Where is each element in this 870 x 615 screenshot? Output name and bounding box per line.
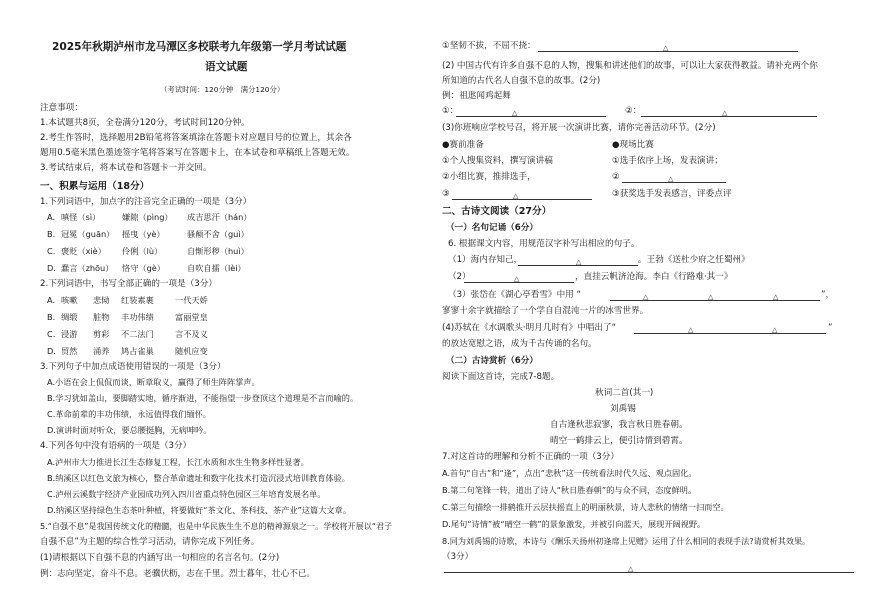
triangle-marker-icon: △ [512,109,518,117]
q3-option-b: B.学习犹如盖山，要脚踏实地，循序渐进，不能指望一步登顶这个道理是不言而喻的。 [47,393,359,403]
answer-blank[interactable] [634,333,826,334]
flow-right-heading: ●现场比赛 [612,140,654,150]
q6-4-close-quote: ” [828,323,833,333]
option-item: 嫌隙（pìng） [122,212,173,222]
subsection-1-heading: （一）名句记诵（6分） [446,223,538,233]
q4-option-c: C.泸州云溪数字经济产业园成功列入四川省重点特色园区三年培育发展名单。 [47,489,326,499]
q6-3-close-quote: ”， [821,290,835,300]
q7-option-d: D.尾句“诗情”被“晴空一鹤”的景象激发，并被引向蓝天，展现开阔视野。 [442,519,706,529]
question-6: 6. 根据课文内容，用规范汉字补写出相应的句子。 [448,239,640,249]
triangle-marker-icon: △ [513,192,519,200]
option-item: 浸游 [61,329,78,339]
option-item: 悲恸 [93,295,110,305]
q4-option-a: A.泸州市大力推进长江生态修复工程，长江水质和水生生物多样性显著。 [47,457,309,467]
q3-option-a: A.小语在会上侃侃而谈，断章取义，赢得了师生阵阵掌声。 [47,377,260,387]
r-line-4: 例：祖逖闻鸡起舞 [442,91,511,101]
option-item: 蠢言（zhōu） [61,263,114,273]
flow-right-item: ② [612,172,620,182]
option-item: 一代天娇 [175,295,208,305]
triangle-marker-icon: △ [722,109,728,117]
q7-option-c: C.第三句描绘一排鹤推开云层扶摇直上的明丽秋景，诗人悲秋的情绪一扫而空。 [442,502,729,512]
r-line-5a: ①： [442,106,459,116]
option-letter: B. [47,229,56,239]
question-1: 1.下列词语中，加点字的注音完全正确的一项是（3分） [40,197,252,207]
poem-author: 刘禹锡 [610,404,636,414]
time-note: （考试时间：120分钟 满分120分） [160,85,285,94]
option-letter: A. [47,295,56,305]
question-3: 3.下列句子中加点成语使用错误的一项是（3分） [40,362,226,372]
notice-line: 题用0.5毫米黑色墨迹签字笔将答案写在答题卡上，在本试卷和草稿纸上答题无效。 [40,148,355,158]
question-5-line-1: 5.“自强不息”是我国传统文化的精髓，也是中华民族生生不息的精神源泉之一。学校将开展以“君子 [40,521,393,531]
option-item: 剪彩 [93,329,110,339]
option-item: 红装素裹 [121,295,154,305]
answer-blank[interactable] [444,572,854,573]
answer-blank[interactable] [456,116,606,117]
option-letter: D. [47,346,56,356]
notice-line: 3.考试结束后，将本试卷和答题卡一并交回。 [40,163,212,173]
q3-option-d: D.演讲时面对听众，要总腰挺胸，无病呻吟。 [47,425,212,435]
option-item: 冠冕（guān） [61,229,115,239]
option-letter: A. [47,212,56,222]
option-item: 绸缎 [61,312,78,322]
poem-line: 晴空一鹤排云上，便引诗情到碧霄。 [550,436,688,446]
option-item: 丰功伟绩 [121,312,154,322]
option-item: 富丽堂皇 [175,312,208,322]
triangle-marker-icon: △ [773,293,779,301]
poem-line: 自古逢秋悲寂寥，我言秋日胜春朝。 [550,420,688,430]
option-letter: D. [47,263,56,273]
option-item: 贸然 [61,346,78,356]
option-item: 咳嗽 [61,295,78,305]
q3-option-c: C.革命前辈的丰功伟绩，永远值得我们缅怀。 [47,409,211,419]
section-2-heading: 二、古诗文阅读（27分） [442,206,552,217]
triangle-marker-icon: △ [663,44,669,52]
question-7: 7.对这首诗的理解和分析不正确的一项（3分） [442,452,619,462]
notice-heading: 注意事项： [40,103,83,113]
option-item: 鸠占雀巢 [121,346,154,356]
option-item: 摇曳（yè） [122,229,165,239]
triangle-marker-icon: △ [708,293,714,301]
question-8-line-1: 8.同为刘禹锡的诗歌，本诗与《酬乐天扬州初逢席上见赠》运用了什么相同的表现手法?请赏析其效果。 [442,536,811,546]
question-5-example: 例：志向坚定，奋斗不息。老骥伏枥，志在千里。烈士暮年，壮心不已。 [40,569,316,579]
option-item: 褒贬（xiè） [61,246,106,256]
q6-1-prefix: （1）海内存知己， [448,255,523,265]
answer-blank[interactable] [641,116,817,117]
q6-2-prefix: （2） [448,272,471,282]
option-item: 成吉思汗（hán） [187,212,252,222]
flow-left-item: ③ [442,189,450,199]
q6-3-continuation: 寥寥十余字就描绘了一个学自自混沌一片的冰雪世界。 [442,306,649,316]
option-item: 骚颠不舍（guì） [187,229,249,239]
option-letter: C. [47,246,56,256]
exam-subtitle: 语文试题 [205,61,248,73]
notice-line: 1.本试题共8页，全卷满分120分，考试时间120分钟。 [40,118,250,128]
option-letter: B. [47,312,56,322]
flow-left-heading: ●赛前准备 [442,140,484,150]
r-line-2: (2) 中国古代有许多自强不息的人物，搜集和讲述他们的故事，可以让大家获得教益。请补充两个你 [442,61,818,71]
section-1-heading: 一、积累与运用（18分） [40,181,150,192]
q6-4-prefix: (4)苏轼在《水调歌头·明月几时有》中唱出了“ [442,323,617,333]
q4-option-b: B.纳溪区以红色文旅为核心，整合革命遗址和数字化技术打造沉浸式培训教育体验。 [47,473,350,483]
triangle-marker-icon: △ [772,326,778,334]
option-item: 嗔怪（sì） [61,212,101,222]
notice-line: 2.考生作答时，选择题用2B铅笔将答案填涂在答题卡对应题目号的位置上，其余各 [40,133,352,143]
r-line-6: (3)你班响应学校号召，将开展一次演讲比赛，请你完善活动环节。(2分) [442,123,716,133]
exam-title: 2025年秋期泸州市龙马潭区多校联考九年级第一学月考试试题 [52,41,347,53]
triangle-marker-icon: △ [688,326,694,334]
q4-option-d: D.纳溪区坚持绿色生态茶叶种植，将要做好“茶文化、茶科技、茶产业”这篇大文章。 [47,505,351,515]
flow-left-item: ①个人搜集资料，撰写演讲稿 [442,156,553,166]
poem-title: 秋词二首(其一) [595,388,654,398]
option-item: 涌养 [93,346,110,356]
q7-option-a: A.首句“自古”和“逢”，点出“悲秋”这一传统看法时代久远、观点固化。 [442,468,697,478]
option-letter: C. [47,329,56,339]
triangle-marker-icon: △ [628,565,634,573]
q6-1-suffix: 。王勃《送杜少府之任蜀州》 [638,255,750,265]
option-item: 不二法门 [121,329,154,339]
r-line-3: 所知道的古代名人自强不息的故事。(2分) [442,76,601,86]
option-item: 随机应变 [175,346,208,356]
option-item: 伶俐（lù） [122,246,163,256]
answer-blank[interactable] [452,199,592,200]
question-5-line-2: 自强不息”为主题的综合性学习活动，请你完成下列任务。 [40,537,260,547]
flow-left-item: ②小组比赛，推排选手， [442,172,536,182]
r-line-5b: ②： [625,106,642,116]
option-item: 自吹自擂（lèi） [187,263,246,273]
triangle-marker-icon: △ [514,275,520,283]
triangle-marker-icon: △ [576,258,582,266]
q6-3-prefix: （3）张岱在《湖心亭看雪》中用 “ [448,290,581,300]
answer-blank[interactable] [610,300,820,301]
q6-4-continuation: 的放达宽慰之语，成为千古传诵的名句。 [442,339,597,349]
triangle-marker-icon: △ [668,175,674,183]
subsection-2-heading: （二）古诗赏析（6分） [446,356,538,366]
option-item: 脏物 [93,312,110,322]
question-5-sub-1: (1)请根据以下自强不息的内涵写出一句相应的名言名句。(2分) [40,553,280,563]
option-item: 自惭形秽（huì） [187,246,249,256]
triangle-marker-icon: △ [643,293,649,301]
r-line-1: ①坚韧不拔，不屈不挠： [442,41,536,51]
reading-instruction: 阅读下面这首诗，完成7-8题。 [442,372,560,382]
answer-blank[interactable] [622,182,726,183]
q7-option-b: B.第二句笔锋一转，道出了诗人“秋日胜春朝”的与众不同，态度鲜明。 [442,485,697,495]
option-item: 恪守（gè） [122,263,165,273]
question-8-line-2: （3分） [442,552,474,562]
option-item: 言不及义 [175,329,208,339]
flow-right-item: ③获奖选手发表感言，评委点评 [612,189,732,199]
q6-2-suffix: ，直挂云帆济沧海。李白《行路难·其一》 [575,272,733,282]
question-2: 2.下列词语中，书写全部正确的一项是（3分） [40,279,217,289]
question-4: 4.下列各句中没有语病的一项是（3分） [40,441,192,451]
flow-right-item: ①选手依序上场，发表演讲； [612,156,723,166]
